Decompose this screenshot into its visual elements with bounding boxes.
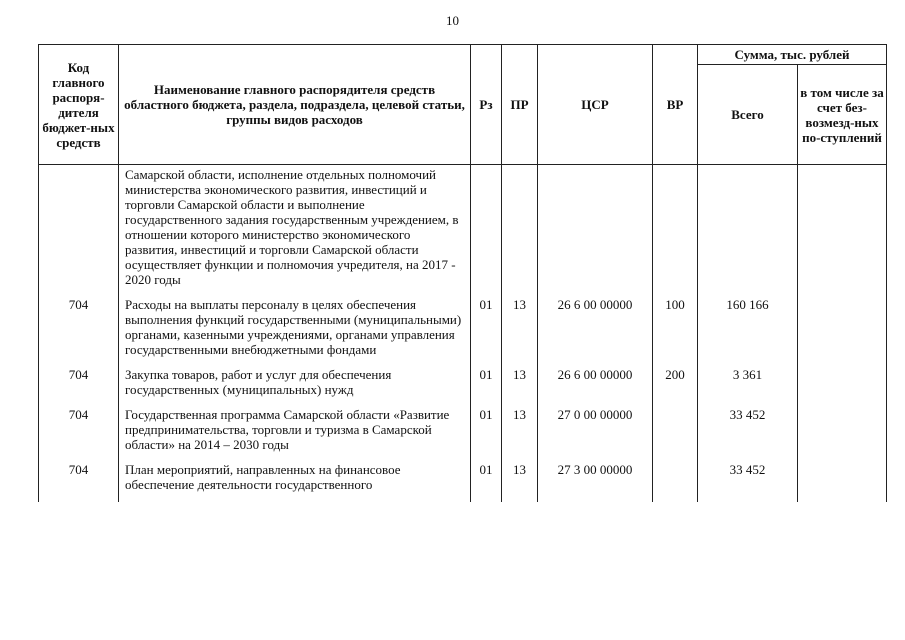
cell-csr: 26 6 00 00000 <box>538 367 653 407</box>
cell-code: 704 <box>39 407 119 462</box>
cell-total: 3 361 <box>698 367 798 407</box>
cell-gratuitous <box>798 165 887 298</box>
cell-code <box>39 165 119 298</box>
cell-gratuitous <box>798 367 887 407</box>
table-header <box>39 45 887 165</box>
cell-total: 33 452 <box>698 407 798 462</box>
table-row <box>39 165 887 298</box>
table-row <box>39 297 887 367</box>
cell-gratuitous <box>798 297 887 367</box>
header-gratuitous: в том числе за счет без-возмезд-ных по-ступлений <box>798 65 887 165</box>
table-row <box>39 462 887 502</box>
cell-vr <box>653 407 698 462</box>
budget-table <box>38 44 887 502</box>
table-row <box>39 367 887 407</box>
cell-name: Расходы на выплаты персоналу в целях обеспечения выполнения функций государственными (муниципальными) органами, казенными учреждениями, органами управления государственными внебюджетными фондами <box>119 297 471 367</box>
cell-csr: 27 0 00 00000 <box>538 407 653 462</box>
header-rz: Рз <box>471 45 502 165</box>
cell-pr: 13 <box>502 462 538 502</box>
cell-rz: 01 <box>471 462 502 502</box>
cell-name: Самарской области, исполнение отдельных полномочий министерства экономического развития, инвестиций и торговли Самарской области и выполнение государственного задания государственным учреждением, в отношении которого министерство экономического развития, инвестиций и торговли Самарской области осуществляет функции и полномочия учредителя, на 2017 - 2020 годы <box>119 165 471 298</box>
cell-code: 704 <box>39 462 119 502</box>
cell-pr: 13 <box>502 367 538 407</box>
cell-name: Государственная программа Самарской области «Развитие предпринимательства, торговли и туризма в Самарской области» на 2014 – 2030 годы <box>119 407 471 462</box>
header-csr: ЦСР <box>538 45 653 165</box>
header-sum: Сумма, тыс. рублей <box>698 45 887 65</box>
cell-gratuitous <box>798 407 887 462</box>
cell-vr <box>653 462 698 502</box>
cell-csr <box>538 165 653 298</box>
cell-code: 704 <box>39 367 119 407</box>
header-total: Всего <box>698 65 798 165</box>
table-row <box>39 407 887 462</box>
cell-name: План мероприятий, направленных на финансовое обеспечение деятельности государственного <box>119 462 471 502</box>
header-code: Код главного распоря-дителя бюджет-ных средств <box>39 45 119 165</box>
cell-pr <box>502 165 538 298</box>
cell-gratuitous <box>798 462 887 502</box>
cell-rz: 01 <box>471 407 502 462</box>
header-pr: ПР <box>502 45 538 165</box>
cell-vr: 100 <box>653 297 698 367</box>
cell-total <box>698 165 798 298</box>
cell-total: 33 452 <box>698 462 798 502</box>
cell-rz: 01 <box>471 367 502 407</box>
cell-rz: 01 <box>471 297 502 367</box>
cell-name: Закупка товаров, работ и услуг для обеспечения государственных (муниципальных) нужд <box>119 367 471 407</box>
page-number: 10 <box>446 13 459 28</box>
cell-total: 160 166 <box>698 297 798 367</box>
cell-csr: 26 6 00 00000 <box>538 297 653 367</box>
cell-pr: 13 <box>502 407 538 462</box>
header-vr: ВР <box>653 45 698 165</box>
table-body <box>39 165 887 503</box>
cell-vr <box>653 165 698 298</box>
cell-vr: 200 <box>653 367 698 407</box>
cell-csr: 27 3 00 00000 <box>538 462 653 502</box>
cell-pr: 13 <box>502 297 538 367</box>
cell-rz <box>471 165 502 298</box>
cell-code: 704 <box>39 297 119 367</box>
header-name: Наименование главного распорядителя средств областного бюджета, раздела, подраздела, целевой статьи, группы видов расходов <box>119 45 471 165</box>
